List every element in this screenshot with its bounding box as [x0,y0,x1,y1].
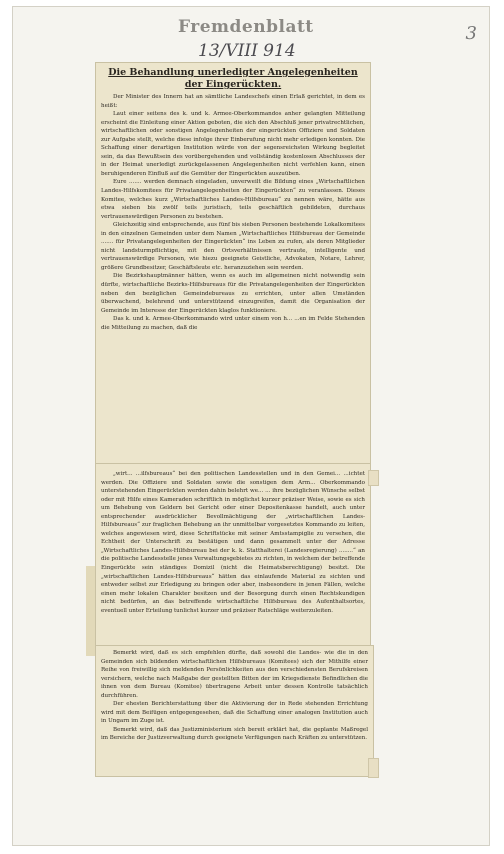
paragraph: Bemerkt wird, daß es sich empfehlen dürfte, daß sowohl die Landes- wie die in den Gemeinden sich bildenden wirtschaftlichen Hilfsbureaus (Komitees) sich der Mithilfe einer Reihe von freiwillig sich meldenden Persönlichkeiten aus den verschiedensten Berufskreisen versichern, welche nach Maßgabe der gestellten Bitten der im Kriegsdienste Befindlichen die ihnen von dem Bureau (Komitee) übertragene Arbeit unter dessen Kontrolle tatsächlich durchführen. [101,650,368,699]
paragraph: Bemerkt wird, daß das Justizministerium sich bereit erklärt hat, die geplante Maßregel im Bereiche der Justizverwaltung durch geeignete Verfügungen nach Kräften zu unterstützen. [101,726,368,742]
headline-line-1: Die Behandlung unerledigter Angelegenheiten [108,67,358,78]
paragraph: Laut einer seitens des k. und k. Armee-Oberkommandos anher gelangten Mitteilung erscheint die Einleitung einer Aktion geboten, die sich den Abschluß jener privatrechtlichen, wirtschaftlichen oder sonstigen Angelegenheiten der eingerückten Offiziere und Soldaten zur Aufgabe stellt, welche diese infolge ihrer Einberufung nicht mehr erledigen konnten. Die Schaffung einer derartigen Institution würde von der segensreichsten Wirkung begleitet sein, da das Bewußtsein des vorübergehenden und vollständig kostenlosen Abschlusses der in der Heimat unerledigt zurückgelassenen Angelegenheiten nicht verfehlen kann, einen beruhigenderen Einfluß auf die Gemüter der Eingerückten auszuüben. [101,111,365,177]
article-body-1 [101,93,365,332]
headline-line-2: der Eingerückten. [184,79,282,90]
clipping-part-2 [95,463,371,646]
paper-fold-tab [368,470,379,486]
handwritten-date: 13/VIII 914 [198,41,296,61]
paragraph: Das k. und k. Armee-Oberkommando wird unter einem von h... ...en im Felde Stehenden die Mitteilung zu machen, daß die [101,316,365,331]
paragraph: Eure ....... werden demnach eingeladen, unverweilt die Bildung eines „Wirtschaftlichen Landes-Hilfskomitees für Privatangelegenheiten der Eingerückten“ zu veranlassen. Dieses Komitee, welches kurz „Wirtschaftliches Landes-Hilfsbureau“ zu nennen wäre, hätte aus etwa sieben bis zwölf teils juristisch, teils geschäftlich gebildeten, durchaus vertrauenswürdigen Personen zu bestehen. [101,179,365,220]
paragraph: Gleichzeitig sind entsprechende, aus fünf bis sieben Personen bestehende Lokalkomitees in den einzelnen Gemeinden unter dem Namen „Wirtschaftliches Hilfsbureau der Gemeinde ....... für Privatangelegenheiten der Eingerückten“ ins Leben zu rufen, als deren Mitglieder nicht landsturmpflichtige, mit den Ortsverhältnissen vertraute, intelligente und vertrauenswürdige Personen, wie hiezu geeignete Geistliche, Advokaten, Notare, Lehrer, größere Grundbesitzer, Geschäftsleute etc. heranzuziehen sein werden. [101,222,365,271]
paragraph: Die Bezirkshauptmänner hätten, wenn es auch im allgemeinen nicht notwendig sein dürfte, wirtschaftliche Bezirks-Hilfsbureaus für die Privatangelegenheiten der Eingerückten neben den bezüglichen Gemeindebureaus zu errichten, unter allen Umständen überwachend, belehrend und unterstützend einzugreifen, damit die Organisation der Gemeinde im Interesse der Eingerückten klaglos funktioniere. [101,273,365,314]
article-headline [101,67,365,91]
article-body-3 [101,649,368,743]
paragraph: Der ehesten Berichterstattung über die Aktivierung der in Rede stehenden Errichtung wird mit dem Beifügen entgegengesehen, daß die Schaffung einer analogen Institution auch in Ungarn im Zuge ist. [101,701,368,725]
clipping-part-3 [95,645,374,777]
paper-fold-tab [368,758,379,778]
paragraph: „wirt... ...ilfsbureaus“ bei den politischen Landesstellen und in den Gemei... ...ichtet werden. Die Offiziere und Soldaten sowie die sonstigen dem Arm... Oberkommando unterstehenden Eingerückten werden dahin belehrt we... ... ihre bezüglichen Wünsche selbst oder mit Hilfe eines Kameraden schriftlich in möglichst kurzer präziser Weise, sowie es sich um Behebung von Geldern bei Gericht oder einer Depositenkasse handelt, auch unter entsprechender ausdrücklicher Bevollmächtigung der „wirtschaftlichen Landes-Hilfsbureaus“ zur fraglichen Behebung an ihr unmittelbar vorgesetztes Kommando zu leiten, welches angewiesen wird, diese Schriftstücke mit seiner Amtsstampiglie zu versehen, die Echtheit der Unterschrift zu bestätigen und dann gesammelt unter der Adresse „Wirtschaftliches Landes-Hilfsbureau bei der k. k. Statthalterei (Landesregierung) ........“ an die politische Landesstelle jenes Verwaltungsgebietes zu richten, in welchem der betreffende Eingerückte sein ständiges Domizil (nicht die Heimatsberechtigung) besitzt. Die „wirtschaftlichen Landes-Hilfsbureaus“ hätten das einlaufende Material zu sichten und entweder selbst zur Erledigung zu bringen oder aber, insbesondere in jenen Fällen, welche einen mehr lokalen Charakter besitzen und der Besorgung durch einen Rechtskundigen nicht bedürfen, an das betreffende wirtschaftliche Hilfsbureau des Aufenthaltsortes, eventuell unter Erteilung tunlichst kurzer und präziser Ratschläge weiterzuleiten. [101,471,365,614]
newspaper-masthead: Fremdenblatt [178,17,314,37]
page-number: 3 [465,23,477,44]
clipping-part-1 [95,62,371,472]
paragraph: Der Minister des Innern hat an sämtliche Landeschefs einen Erlaß gerichtet, in dem es heißt: [101,94,365,109]
article-body-2 [101,470,365,615]
